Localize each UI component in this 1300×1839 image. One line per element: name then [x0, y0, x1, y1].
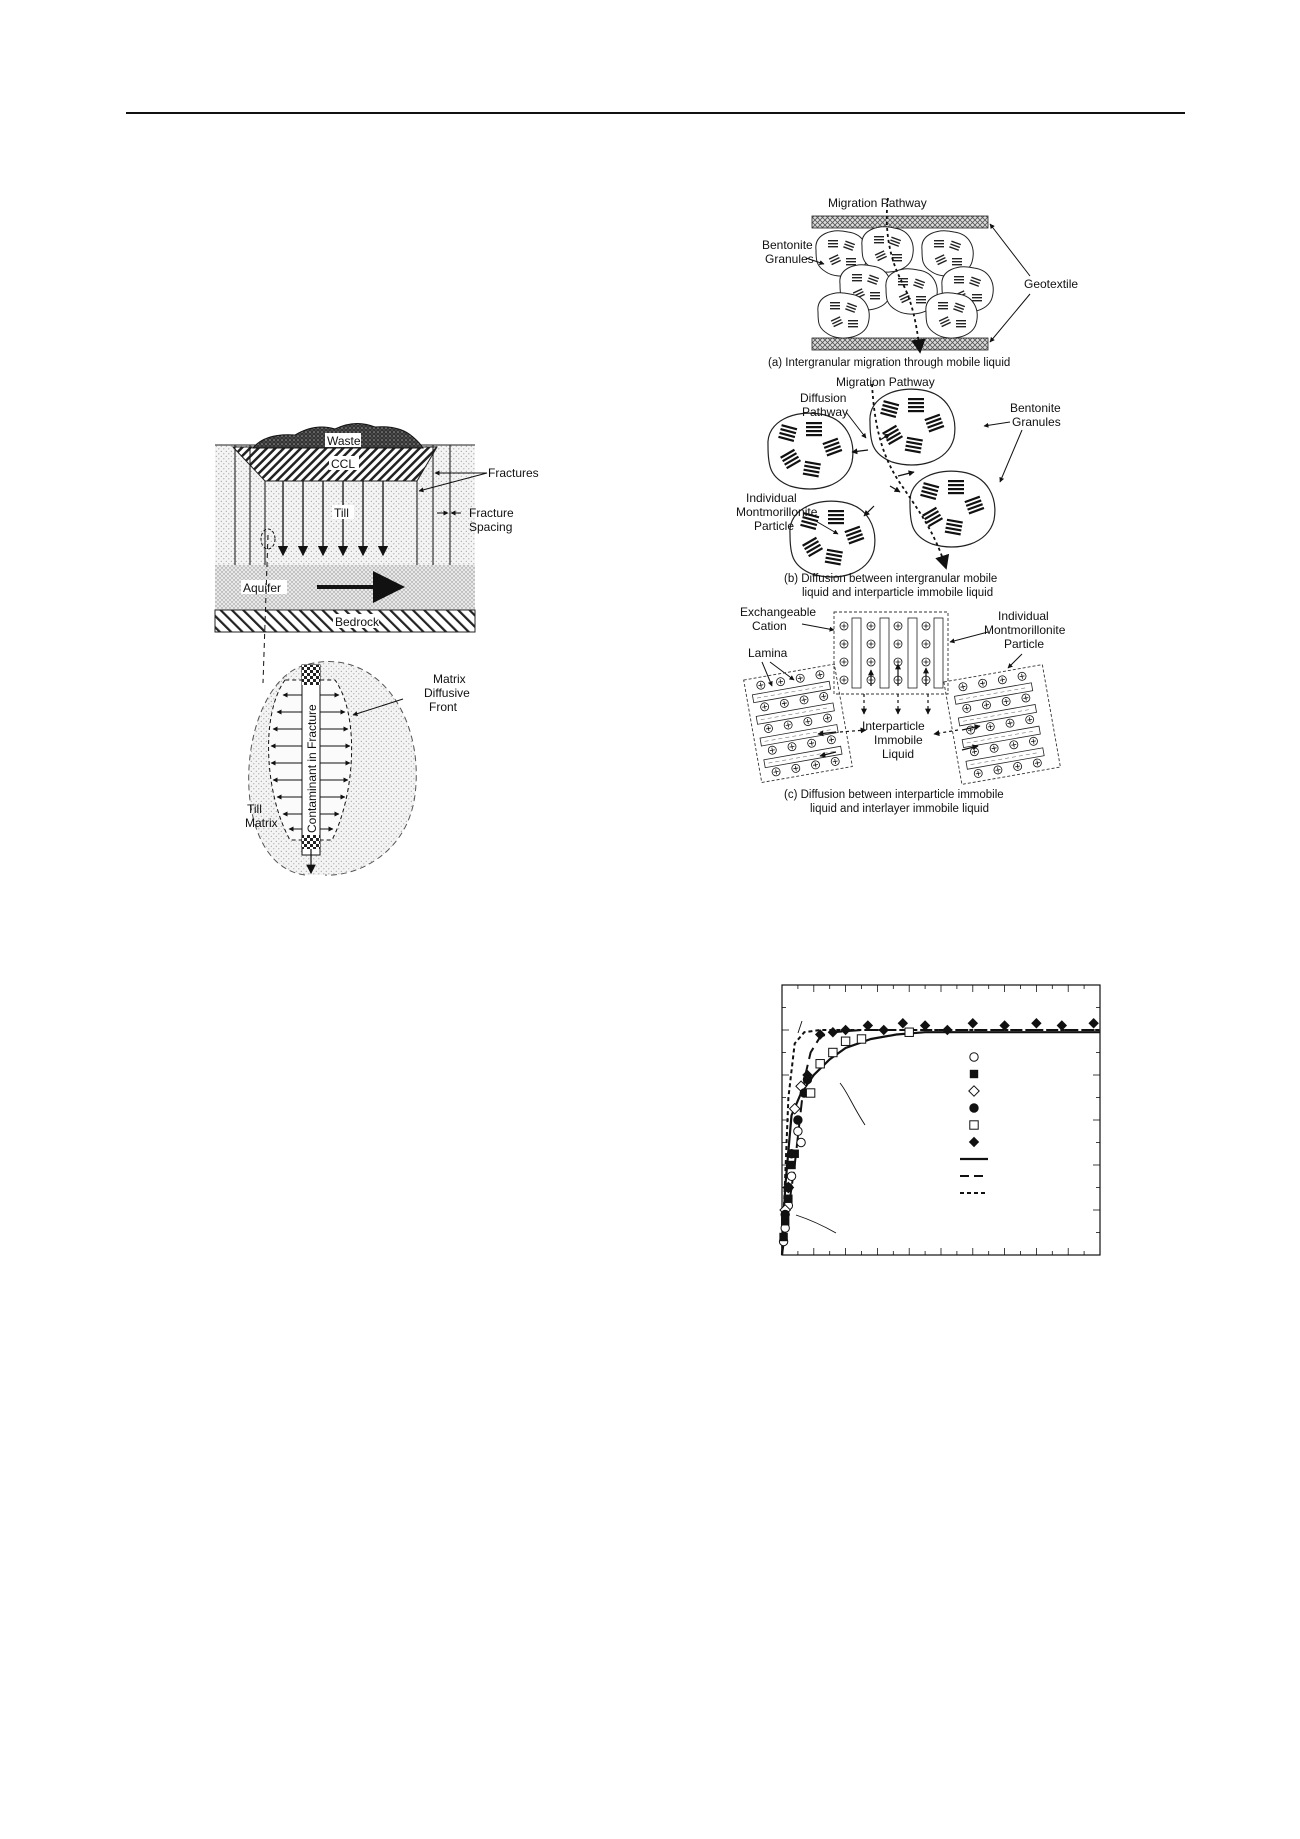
panel-b-bentonite-label-1: Bentonite: [1010, 401, 1061, 415]
matrix-front-label-3: Front: [429, 700, 458, 714]
data-point-open-square: [816, 1060, 824, 1068]
fracture-flow-figure: [205, 415, 539, 895]
aquifer-label: Aquifer: [243, 581, 282, 595]
panel-b-individual-label-1: Individual: [746, 491, 797, 505]
panel-c-exchangeable-label-2: Cation: [752, 619, 787, 633]
data-point-filled-circle: [784, 1183, 792, 1191]
fracture-spacing-label-2: Spacing: [469, 520, 513, 534]
data-point-open-circle: [787, 1172, 795, 1180]
panel-c-individual-label-3: Particle: [1004, 637, 1045, 651]
panel-c-interparticle-label-3: Liquid: [882, 747, 915, 761]
legend-open-circle: [970, 1053, 978, 1061]
matrix-front-label-1: Matrix: [433, 672, 466, 686]
bedrock-label: Bedrock: [335, 615, 380, 629]
panel-c-left-particle: [744, 664, 853, 782]
till-matrix-label-1: Till: [247, 802, 262, 816]
data-point-filled-circle: [781, 1210, 789, 1218]
data-point-open-square: [829, 1048, 837, 1056]
data-point-open-square: [806, 1089, 814, 1097]
till-matrix-label-2: Matrix: [245, 816, 278, 830]
legend-filled-circle: [970, 1104, 978, 1112]
data-point-filled-square: [784, 1195, 792, 1203]
fracture-spacing-label-1: Fracture: [469, 506, 514, 520]
panel-b-diffusion-label-2: Pathway: [802, 405, 849, 419]
plot-frame: [782, 985, 1100, 1255]
panel-b-diffusion-label-1: Diffusion: [800, 391, 847, 405]
panel-a-bentonite-label-1: Bentonite: [762, 238, 813, 252]
data-point-open-circle: [794, 1127, 802, 1135]
header-rule: [126, 112, 1185, 114]
waste-label: Waste: [327, 434, 361, 448]
panel-c-caption-1: (c) Diffusion between interparticle immobile: [784, 789, 1004, 801]
legend-filled-square: [970, 1070, 978, 1078]
breakthrough-chart: [760, 975, 1120, 1275]
panel-b-individual-label-3: Particle: [754, 519, 795, 533]
panel-c-caption-2: liquid and interlayer immobile liquid: [810, 803, 989, 815]
data-point-filled-square: [787, 1161, 795, 1169]
panel-a-migration-label: Migration Pathway: [828, 196, 927, 210]
panel-c-interparticle-label-1: Interparticle: [862, 719, 925, 733]
contaminant-label: Contaminant in Fracture: [305, 704, 319, 833]
panel-c-right-particle: [944, 665, 1061, 785]
gcl-migration-figure: [736, 190, 1120, 850]
panel-b-migration-label: Migration Pathway: [836, 375, 935, 389]
data-point-open-square: [857, 1035, 865, 1043]
panel-c-individual-label-2: Montmorillonite: [984, 623, 1066, 637]
data-point-open-square: [841, 1037, 849, 1045]
panel-b-caption-2: liquid and interparticle immobile liquid: [802, 587, 994, 599]
panel-c-exchangeable-label-1: Exchangeable: [740, 605, 817, 619]
panel-c-top-particle: [834, 612, 948, 694]
panel-c-lamina-label: Lamina: [748, 646, 788, 660]
panel-b-caption-1: (b) Diffusion between intergranular mobile: [784, 573, 998, 585]
panel-b-individual-label-2: Montmorillonite: [736, 505, 818, 519]
ccl-label: CCL: [331, 457, 356, 471]
data-point-filled-circle: [794, 1116, 802, 1124]
panel-a-bentonite-label-2: Granules: [765, 252, 814, 266]
panel-a-geotextile-bottom: [812, 338, 988, 350]
panel-c-interparticle-label-2: Immobile: [874, 733, 923, 747]
panel-c-individual-label-1: Individual: [998, 609, 1049, 623]
till-label: Till: [334, 506, 349, 520]
panel-a-granules: [816, 227, 993, 338]
panel-b-bentonite-label-2: Granules: [1012, 415, 1061, 429]
data-point-filled-square: [779, 1233, 787, 1241]
data-point-open-circle: [797, 1138, 805, 1146]
legend-open-square: [970, 1121, 978, 1129]
panel-a-geotextile-top: [812, 216, 988, 228]
matrix-front-label-2: Diffusive: [424, 686, 470, 700]
panel-a-geotextile-label: Geotextile: [1024, 277, 1079, 291]
panel-a-caption: (a) Intergranular migration through mobile liquid: [768, 357, 1011, 369]
fractures-label: Fractures: [488, 466, 539, 480]
data-point-filled-circle: [787, 1150, 795, 1158]
data-point-open-square: [905, 1028, 913, 1036]
